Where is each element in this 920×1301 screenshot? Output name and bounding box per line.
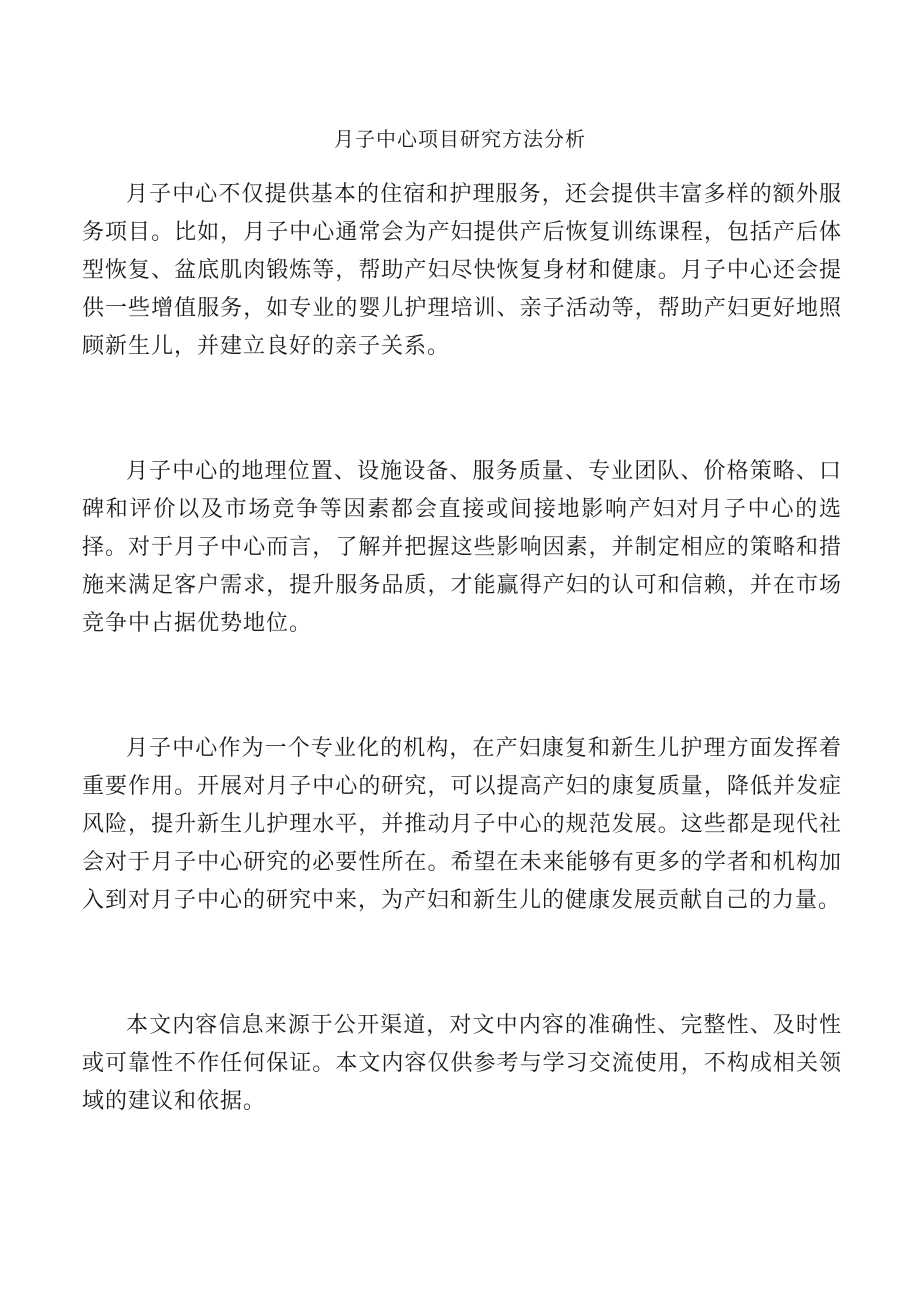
paragraph-services: 月子中心不仅提供基本的住宿和护理服务，还会提供丰富多样的额外服务项目。比如，月子中心通常会为产妇提供产后恢复训练课程，包括产后体型恢复、盆底肌肉锻炼等，帮助产妇尽快恢复身材和健康。月子中心还会提供一些增值服务，如专业的婴儿护理培训、亲子活动等，帮助产妇更好地照顾新生儿，并建立良好的亲子关系。: [82, 182, 842, 359]
document-title: 月子中心项目研究方法分析: [334, 127, 586, 151]
paragraph-factors: 月子中心的地理位置、设施设备、服务质量、专业团队、价格策略、口碑和评价以及市场竞争等因素都会直接或间接地影响产妇对月子中心的选择。对于月子中心而言，了解并把握这些影响因素，并制定相应的策略和措施来满足客户需求，提升服务品质，才能赢得产妇的认可和信赖，并在市场竞争中占据优势地位。: [82, 459, 842, 636]
paragraph-importance: 月子中心作为一个专业化的机构，在产妇康复和新生儿护理方面发挥着重要作用。开展对月子中心的研究，可以提高产妇的康复质量，降低并发症风险，提升新生儿护理水平，并推动月子中心的规范发展。这些都是现代社会对于月子中心研究的必要性所在。希望在未来能够有更多的学者和机构加入到对月子中心的研究中来，为产妇和新生儿的健康发展贡献自己的力量。: [82, 736, 842, 913]
paragraph-disclaimer: 本文内容信息来源于公开渠道，对文中内容的准确性、完整性、及时性或可靠性不作任何保证。本文内容仅供参考与学习交流使用，不构成相关领域的建议和依据。: [82, 1013, 842, 1114]
